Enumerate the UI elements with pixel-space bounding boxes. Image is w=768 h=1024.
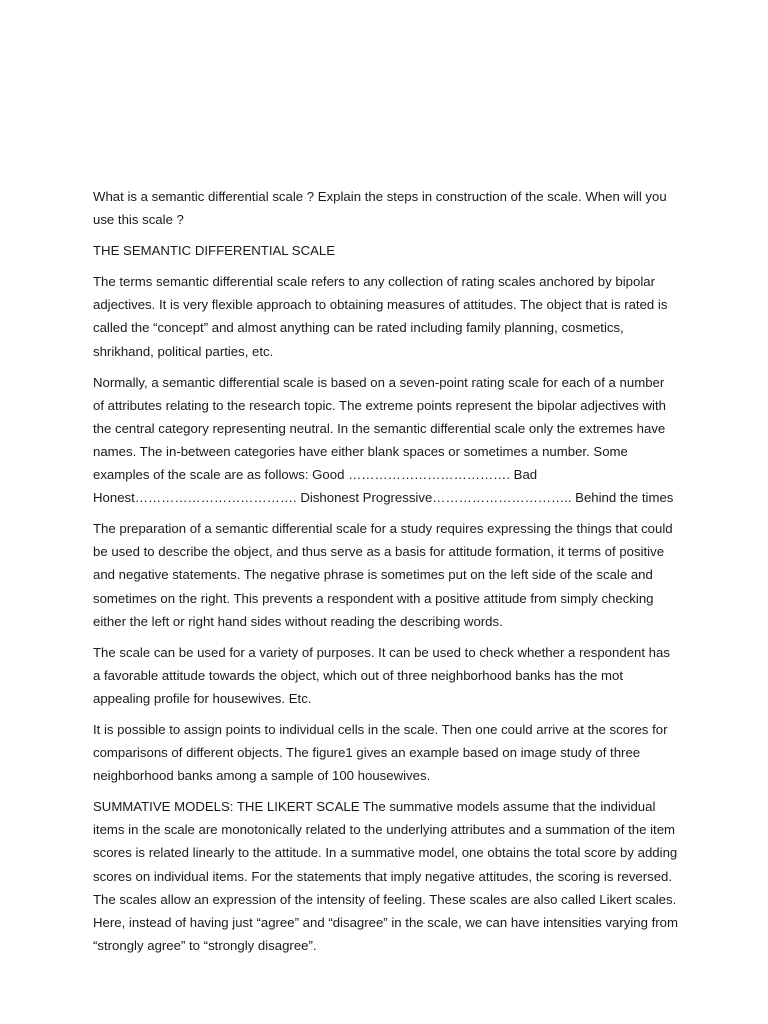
paragraph-preparation: The preparation of a semantic differential scale for a study requires expressing the things that could be used to describe the object, and thus serve as a basis for attitude formation, it terms of positive and negative statements. The negative phrase is sometimes put on the left side of the scale and sometimes on the right. This prevents a respondent with a positive attitude from simply checking either the left or right hand sides without reading the describing words. — [93, 521, 673, 629]
section-heading: THE SEMANTIC DIFFERENTIAL SCALE — [93, 243, 336, 259]
paragraph-seven-point-scale: Normally, a semantic differential scale is based on a seven-point rating scale for each of a number of attributes relating to the research topic. The extreme points represent the bipolar adjectives with the central category representing neutral. In the semantic differential scale only the extremes have names. The in-between categories have either blank spaces or sometimes a number. Some examples of the scale are as follows: Good ………………………………. Bad Honest………………………………. Dishonest Progressive………………………….. Behind the times — [93, 374, 674, 506]
paragraph-likert-scale: SUMMATIVE MODELS: THE LIKERT SCALE The summative models assume that the individual items in the scale are monotonically related to the underlying attributes and a summation of the item scores is related linearly to the attitude. In a summative model, one obtains the total score by adding scores on individual items. For the statements that imply negative attitudes, the scoring is reversed. The scales allow an expression of the intensity of feeling. These scales are also called Likert scales. Here, instead of having just “agree” and “disagree” in the scale, we can have intensities varying from “strongly agree” to “strongly disagree”. — [93, 799, 678, 953]
paragraph-purposes: The scale can be used for a variety of purposes. It can be used to check whether a respondent has a favorable attitude towards the object, which out of three neighborhood banks has the mot appealing profile for housewives. Etc. — [93, 644, 670, 706]
paragraph-definition: The terms semantic differential scale refers to any collection of rating scales anchored by bipolar adjectives. It is very flexible approach to obtaining measures of attitudes. The object that is rated is called the “concept” and almost anything can be rated including family planning, cosmetics, shrikhand, political parties, etc. — [93, 274, 668, 359]
paragraph-scoring: It is possible to assign points to individual cells in the scale. Then one could arrive at the scores for comparisons of different objects. The figure1 gives an example based on image study of three neighborhood banks among a sample of 100 housewives. — [93, 721, 668, 784]
document-body — [93, 185, 678, 965]
question-text: What is a semantic differential scale ? Explain the steps in construction of the scale. When will you use this scale ? — [93, 189, 667, 228]
